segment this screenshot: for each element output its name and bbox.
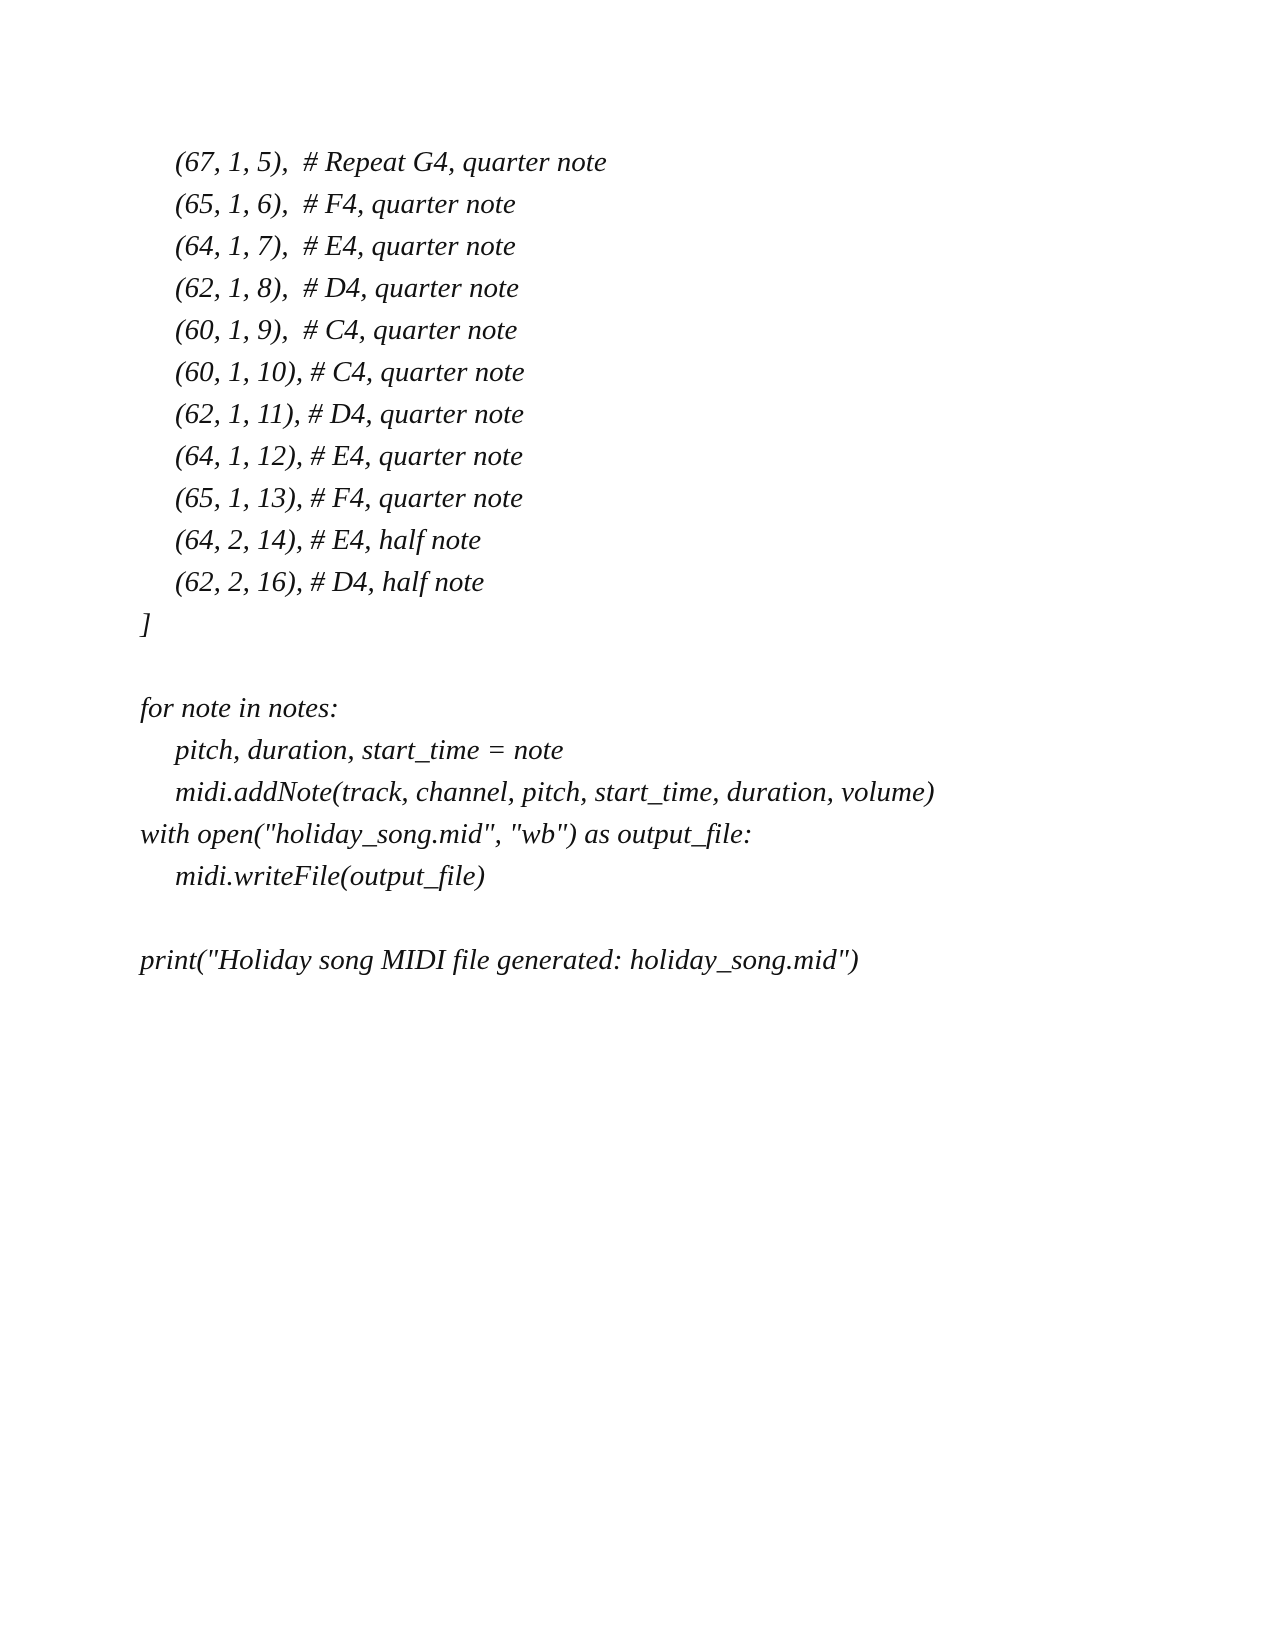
code-line: (65, 1, 6), # F4, quarter note — [175, 188, 516, 220]
blank-line — [140, 645, 935, 687]
code-line: (60, 1, 9), # C4, quarter note — [175, 314, 518, 346]
blank-line — [140, 897, 935, 939]
code-line: (64, 1, 7), # E4, quarter note — [175, 230, 516, 262]
code-line: (67, 1, 5), # Repeat G4, quarter note — [175, 146, 607, 178]
code-line: print("Holiday song MIDI file generated: holiday_song.mid") — [140, 944, 859, 976]
code-line: (65, 1, 13), # F4, quarter note — [175, 482, 523, 514]
code-line: ] — [140, 608, 152, 640]
document-page — [140, 141, 935, 981]
code-line: (60, 1, 10), # C4, quarter note — [175, 356, 525, 388]
code-line: (64, 2, 14), # E4, half note — [175, 524, 482, 556]
code-line: (64, 1, 12), # E4, quarter note — [175, 440, 523, 472]
code-line: for note in notes: — [140, 692, 339, 724]
code-line: (62, 1, 11), # D4, quarter note — [175, 398, 525, 430]
code-line: midi.addNote(track, channel, pitch, start_time, duration, volume) — [175, 776, 935, 808]
code-line: (62, 2, 16), # D4, half note — [175, 566, 485, 598]
code-line: with open("holiday_song.mid", "wb") as output_file: — [140, 818, 753, 850]
code-line: (62, 1, 8), # D4, quarter note — [175, 272, 519, 304]
code-line: pitch, duration, start_time = note — [175, 734, 564, 766]
code-line: midi.writeFile(output_file) — [175, 860, 486, 892]
